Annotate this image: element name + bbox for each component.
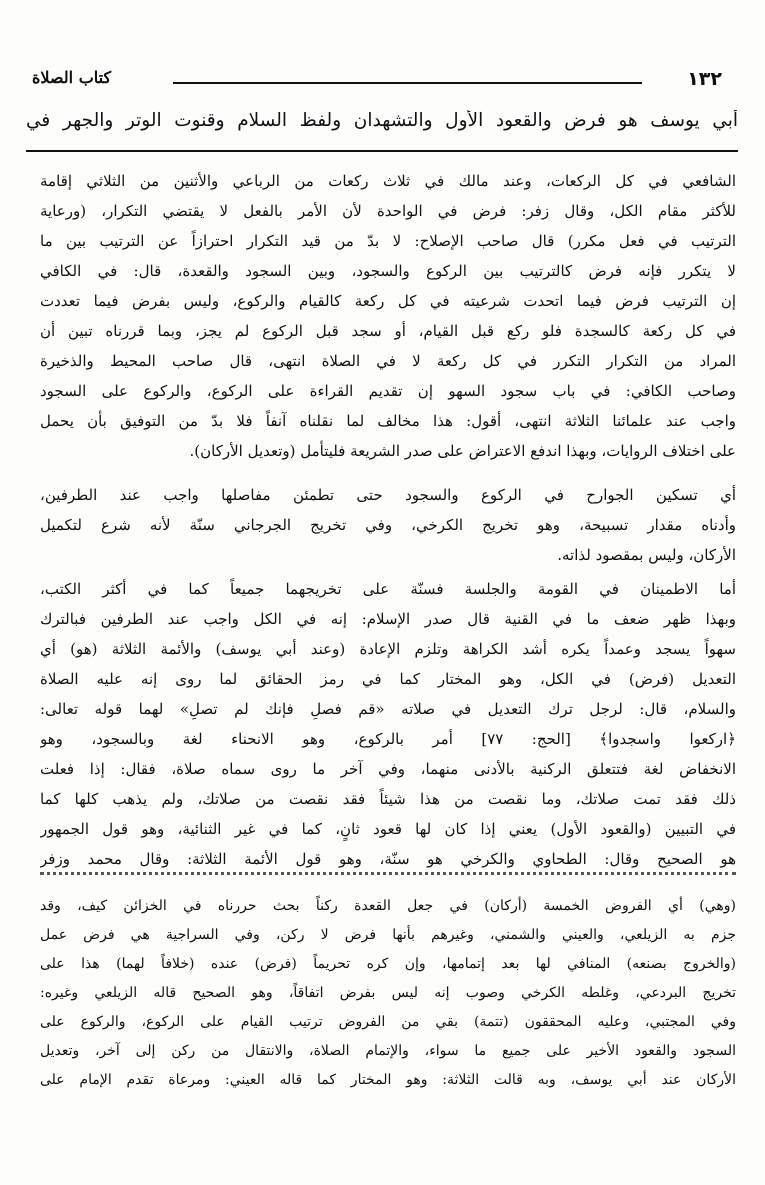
commentary-line: وبهذا ظهر ضعف ما في القنية قال صدر الإسلام: إنه في الكل واجب عند الطرفين فبالترك (40, 610, 736, 628)
commentary-line: التعديل (فرض) في الكل، وهو المختار كما في رمز الحقائق لما روى إنه عليه الصلاة (40, 670, 736, 688)
commentary-part-1 (40, 166, 736, 466)
commentary-line: الأركان، وليس بمقصود لذاته. (557, 546, 736, 564)
commentary-line: ذلك فقد تمت صلاتك، وما نقصت من هذا شيئاً فقد نقصت من صلاتك، ولم يذهب كلها كما (40, 790, 736, 808)
commentary-line: واجب عند علمائنا الثلاثة انتهى، أقول: هذا مخالف لما نقلناه آنفاً فلا بدّ من التوفيق بأن يحمل (40, 412, 736, 430)
page-number: ١٣٢ (687, 68, 722, 90)
commentary-line: أي تسكين الجوارح في الركوع والسجود حتى تطمئن مفاصلها واجب عند الطرفين، (40, 486, 736, 504)
main-text-rule (26, 150, 738, 152)
main-text-line: أبي يوسف هو فرض والقعود الأول والتشهدان ولفظ السلام وقنوت الوتر والجهر في (26, 110, 738, 131)
commentary-line: هو الصحيح وقال: الطحاوي والكرخي هو سنّة، وهو قول الأئمة الثلاثة: وقال محمد وزفر (40, 850, 736, 868)
commentary-line: إن الترتيب فرض فيما اتحدت شرعيته في كل ركعة كالقيام والركوع، وليس بفرض فيما تعددت (40, 292, 736, 310)
commentary-part-3 (40, 574, 736, 874)
footnote-line: وفي المجتبي، وعليه المحققون (تتمة) بقي من الفروض ترتيب القيام على الركوع، والركوع على (40, 1014, 736, 1030)
commentary-line: سهواً يسجد وعمداً يكره أشد الكراهة وتلزم الإعادة (وعند أبي يوسف) والأئمة الثلاثة (هو) أي (40, 640, 736, 658)
page-header (28, 60, 734, 96)
commentary-line: للأكثر مقام الكل، وقال زفر: فرض في الواحدة لأن الأمر بالفعل لا يقتضي التكرار، (ورعاية (40, 202, 736, 220)
footnote-line: تخريج البردعي، وغلطه الكرخي وصوب إنه ليس بفرض اتفاقاً، وهو الصحيح قاله الزيلعي وغيره: (40, 985, 736, 1001)
footnote-line: (وهي) أي الفروض الخمسة (أركان) في جعل القعدة ركناً بحث حررناه في الخزائن كيف، وقد (40, 898, 736, 914)
footnote-line: السجود والقعود الأخير على جميع ما سواء، والإتمام الصلاة، والانتقال من ركن إلى آخر، وتعديل (40, 1043, 736, 1059)
footnote-block (40, 892, 736, 1095)
footnote-line: جزم به الزيلعي، والعيني والشمني، وغيرهم بأنها فرض لا ركن، وفي السراجية هي فرض عمل (40, 927, 736, 943)
commentary-line: الانخفاض لغة فتتعلق الركنية بالأدنى منهما، وفي آخر ما روى سماه صلاة، فقال: إذا فعلت (40, 760, 736, 778)
commentary-line: لا يتكرر فإنه فرض كالترتيب بين الركوع والسجود، وبين السجود والقعدة، قال: في الكافي (40, 262, 736, 280)
commentary-part-2 (40, 480, 736, 570)
footnote-line: (والخروج بصنعه) المنافي لها بعد إتمامها، وإن كره تحريماً (فرض) عنده (خلافاً لهما) هذا على (40, 956, 736, 972)
footnote-separator (40, 872, 736, 875)
commentary-line: في كل ركعة كالسجدة فلو ركع قبل القيام، أو سجد قبل الركوع لم يجز، وبما قررناه تبين أن (40, 322, 736, 340)
commentary-line: على اختلاف الروايات، وبهذا اندفع الاعتراض على صدر الشريعة فليتأمل (وتعديل الأركان). (189, 442, 736, 460)
commentary-line: المراد من التكرار التكرر في كل ركعة لا في الصلاة انتهى، قال صاحب المحيط والذخيرة (40, 352, 736, 370)
commentary-line: والسلام، قال: لرجل ترك التعديل في صلاته «قم فصلِ فإنك لم تصلِ» لهما قوله تعالى: (40, 700, 736, 718)
commentary-line: الترتيب في فعل مكرر) قال صاحب الإصلاح: لا بدّ من قيد التكرار احترازاً عن الترتيب بين ما (40, 232, 736, 250)
footnote-line: الأركان عند أبي يوسف، وبه قالت الثلاثة: وهو المختار كما قاله العيني: ومرعاة تقدم الإمام على (40, 1072, 736, 1088)
running-title: كتاب الصلاة (32, 68, 112, 87)
commentary-line: أما الاطمينان في القومة والجلسة فسنّة على تخريجهما جميعاً كما في أكثر الكتب، (40, 580, 736, 598)
header-rule (173, 82, 642, 84)
commentary-line: في التبيين (والقعود الأول) يعني إذا كان لها قعود ثانٍ، كما في غير الثنائية، وهو قول الجمهور (40, 820, 736, 838)
commentary-line: وصاحب الكافي: في باب سجود السهو إن تقديم القراءة على الركوع، والركوع على السجود (40, 382, 736, 400)
commentary-line: وأدناه مقدار تسبيحة، وهو تخريج الكرخي، وفي تخريج الجرجاني سنّة لأنه شرع لتكميل (40, 516, 736, 534)
commentary-line: ﴿اركعوا واسجدوا﴾ [الحج: ٧٧] أمر بالركوع، وهو الانحناء لغة وبالسجود، وهو (40, 730, 736, 748)
commentary-line: الشافعي في كل الركعات، وعند مالك في ثلاث ركعات من الرباعي والأثنين من الثلاثي إقامة (40, 172, 736, 190)
